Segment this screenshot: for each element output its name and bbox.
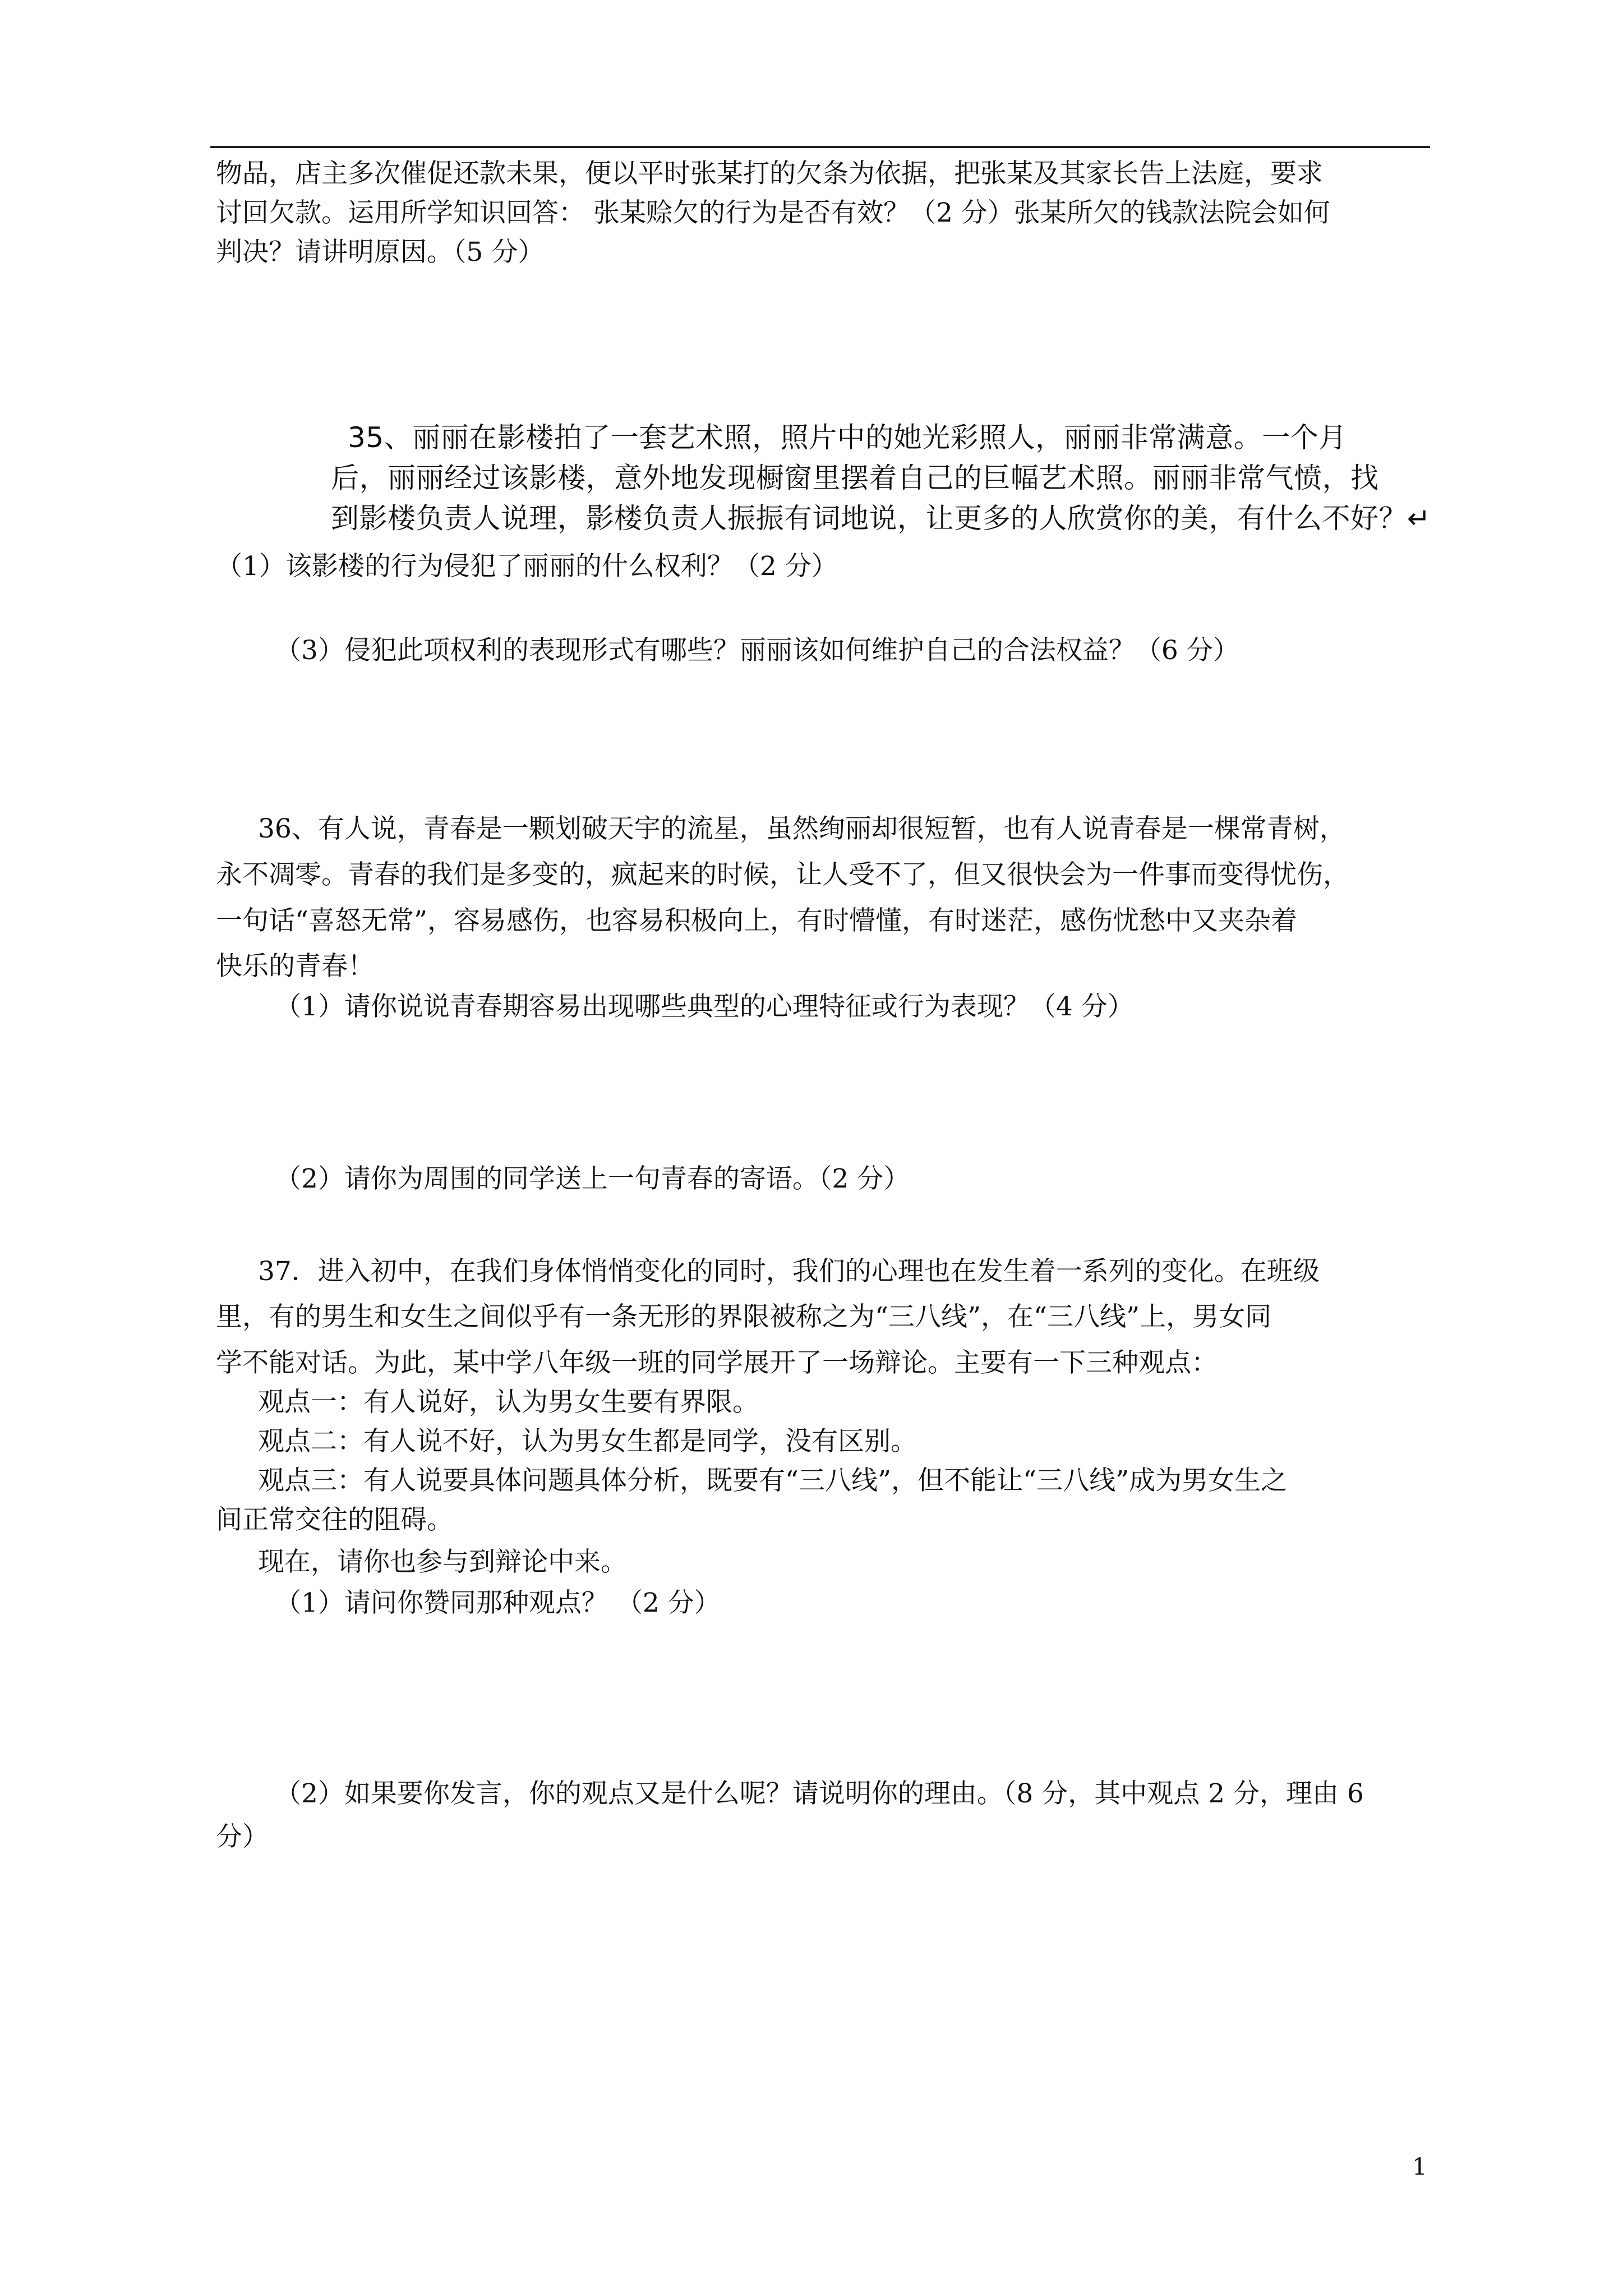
q36-line-2: 永不凋零。青春的我们是多变的，疯起来的时候，让人受不了，但又很快会为一件事而变得忧伤， — [216, 859, 1349, 890]
q37-view-3-line-2: 间正常交往的阻碍。 — [216, 1504, 453, 1535]
q36-line-4: 快乐的青春！ — [216, 951, 374, 982]
q35-line-2: 后，丽丽经过该影楼，意外地发现橱窗里摆着自己的巨幅艺术照。丽丽非常气愤，找 — [331, 462, 1379, 494]
q37-sub2-line-2: 分） — [216, 1821, 269, 1852]
q34-line-3: 判决？请讲明原因。（5 分） — [216, 237, 545, 268]
q36-line-3: 一句话“喜怒无常”，容易感伤，也容易积极向上，有时懵懂，有时迷茫，感伤忧愁中又夹杂着 — [216, 905, 1298, 936]
q37-sub2-line-1: （2）如果要你发言，你的观点又是什么呢？请说明你的理由。（8 分，其中观点 2 分，理由 6 — [275, 1778, 1364, 1809]
q34-line-2: 讨回欠款。运用所学知识回答： 张某赊欠的行为是否有效？（2 分）张某所欠的钱款法院会如何 — [216, 197, 1330, 228]
q37-sub1: （1）请问你赞同那种观点？ （2 分） — [275, 1588, 721, 1618]
q37-view-1: 观点一：有人说好，认为男女生要有界限。 — [258, 1387, 759, 1418]
q35-line-1: 35、丽丽在影楼拍了一套艺术照，照片中的她光彩照人，丽丽非常满意。一个月 — [348, 421, 1347, 454]
q37-view-3-line-1: 观点三：有人说要具体问题具体分析，既要有“三八线”，但不能让“三八线”成为男女生之 — [258, 1465, 1288, 1496]
q37-view-2: 观点二：有人说不好，认为男女生都是同学，没有区别。 — [258, 1426, 917, 1457]
header-rule — [210, 146, 1430, 148]
q37-line-3: 学不能对话。为此，某中学八年级一班的同学展开了一场辩论。主要有一下三种观点： — [216, 1347, 1218, 1378]
q35-line-3: 到影楼负责人说理，影楼负责人振振有词地说，让更多的人欣赏你的美，有什么不好？↵ — [331, 502, 1431, 535]
q34-line-1: 物品，店主多次催促还款未果，便以平时张某打的欠条为依据，把张某及其家长告上法庭，要求 — [216, 158, 1323, 189]
q37-invite: 现在，请你也参与到辩论中来。 — [258, 1547, 627, 1577]
q35-sub3: （3）侵犯此项权利的表现形式有哪些？丽丽该如何维护自己的合法权益？（6 分） — [275, 635, 1239, 666]
q36-line-1: 36、有人说，青春是一颗划破天宇的流星，虽然绚丽却很短暂，也有人说青春是一棵常青树， — [258, 813, 1346, 844]
page-number: 1 — [1412, 2153, 1427, 2180]
q37-line-2: 里，有的男生和女生之间似乎有一条无形的界限被称之为“三八线”，在“三八线”上，男女同 — [216, 1301, 1272, 1332]
q36-sub1: （1）请你说说青春期容易出现哪些典型的心理特征或行为表现？（4 分） — [275, 991, 1134, 1022]
q36-sub2: （2）请你为周围的同学送上一句青春的寄语。（2 分） — [275, 1163, 910, 1194]
q37-line-1: 37．进入初中，在我们身体悄悄变化的同时，我们的心理也在发生着一系列的变化。在班级 — [258, 1256, 1320, 1287]
q35-sub1: （1）该影楼的行为侵犯了丽丽的什么权利？（2 分） — [216, 551, 838, 582]
